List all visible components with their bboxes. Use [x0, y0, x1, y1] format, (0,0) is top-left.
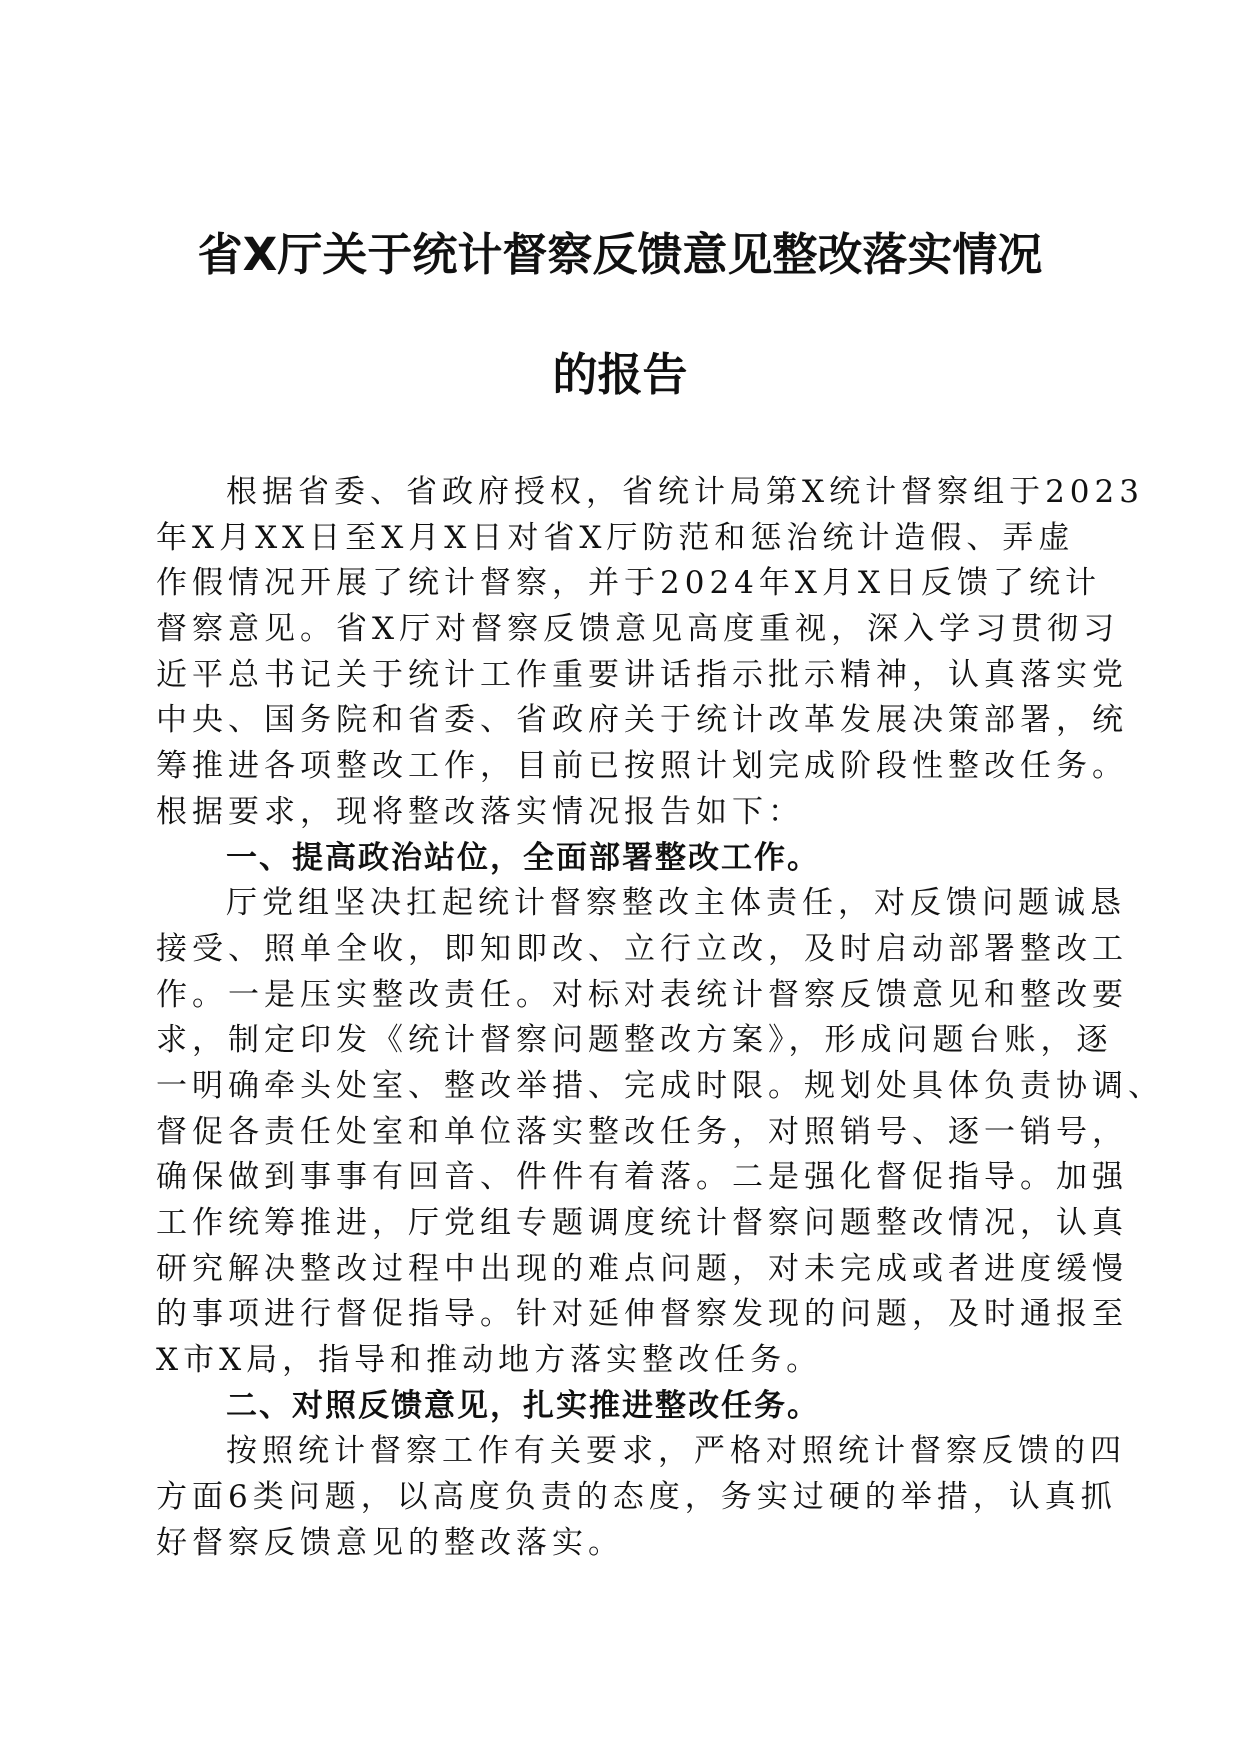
paragraph-line: 作假情况开展了统计督察，并于2024年X月X日反馈了统计 — [156, 565, 1102, 602]
paragraph-line: 按照统计督察工作有关要求，严格对照统计督察反馈的四 — [226, 1433, 1126, 1470]
paragraph-line: 研究解决整改过程中出现的难点问题，对未完成或者进度缓慢 — [156, 1250, 1128, 1287]
section-heading-2: 二、对照反馈意见，扎实推进整改任务。 — [226, 1387, 820, 1424]
document-title-line-2: 的报告 — [552, 348, 688, 401]
paragraph-line: 确保做到事事有回音、件件有着落。二是强化督促指导。加强 — [156, 1159, 1128, 1196]
paragraph-line: 筹推进各项整改工作，目前已按照计划完成阶段性整改任务。 — [156, 748, 1128, 785]
document-body — [156, 470, 1164, 1567]
paragraph-line: 近平总书记关于统计工作重要讲话指示批示精神，认真落实党 — [156, 656, 1128, 693]
document-title-line-1: 省X厅关于统计督察反馈意见整改落实情况 — [197, 228, 1043, 281]
paragraph-line: 根据要求，现将整改落实情况报告如下： — [156, 793, 804, 830]
section-heading-1: 一、提高政治站位，全面部署整改工作。 — [226, 839, 820, 876]
paragraph-line: 厅党组坚决扛起统计督察整改主体责任，对反馈问题诚恳 — [226, 885, 1126, 922]
paragraph-line: 督察意见。省X厅对督察反馈意见高度重视，深入学习贯彻习 — [156, 611, 1120, 648]
paragraph-line: 好督察反馈意见的整改落实。 — [156, 1524, 624, 1561]
paragraph-line: 督促各责任处室和单位落实整改任务，对照销号、逐一销号， — [156, 1113, 1128, 1150]
paragraph-line: 工作统筹推进，厅党组专题调度统计督察问题整改情况，认真 — [156, 1205, 1128, 1241]
paragraph-line: X市X局，指导和推动地方落实整改任务。 — [156, 1342, 823, 1379]
paragraph-line: 接受、照单全收，即知即改、立行立改，及时启动部署整改工 — [156, 930, 1128, 967]
paragraph-line: 方面6类问题，以高度负责的态度，务实过硬的举措，认真抓 — [156, 1479, 1117, 1516]
paragraph-line: 作。一是压实整改责任。对标对表统计督察反馈意见和整改要 — [156, 976, 1128, 1013]
paragraph-line: 根据省委、省政府授权，省统计局第X统计督察组于2023 — [226, 474, 1144, 510]
paragraph-line: 一明确牵头处室、整改举措、完成时限。规划处具体负责协调、 — [156, 1067, 1164, 1104]
paragraph-line: 年X月XX日至X月X日对省X厅防范和惩治统计造假、弄虚 — [156, 519, 1075, 556]
paragraph-line: 中央、国务院和省委、省政府关于统计改革发展决策部署，统 — [156, 702, 1128, 739]
paragraph-line: 求，制定印发《统计督察问题整改方案》，形成问题台账，逐 — [156, 1022, 1113, 1059]
paragraph-line: 的事项进行督促指导。针对延伸督察发现的问题，及时通报至 — [156, 1296, 1128, 1333]
